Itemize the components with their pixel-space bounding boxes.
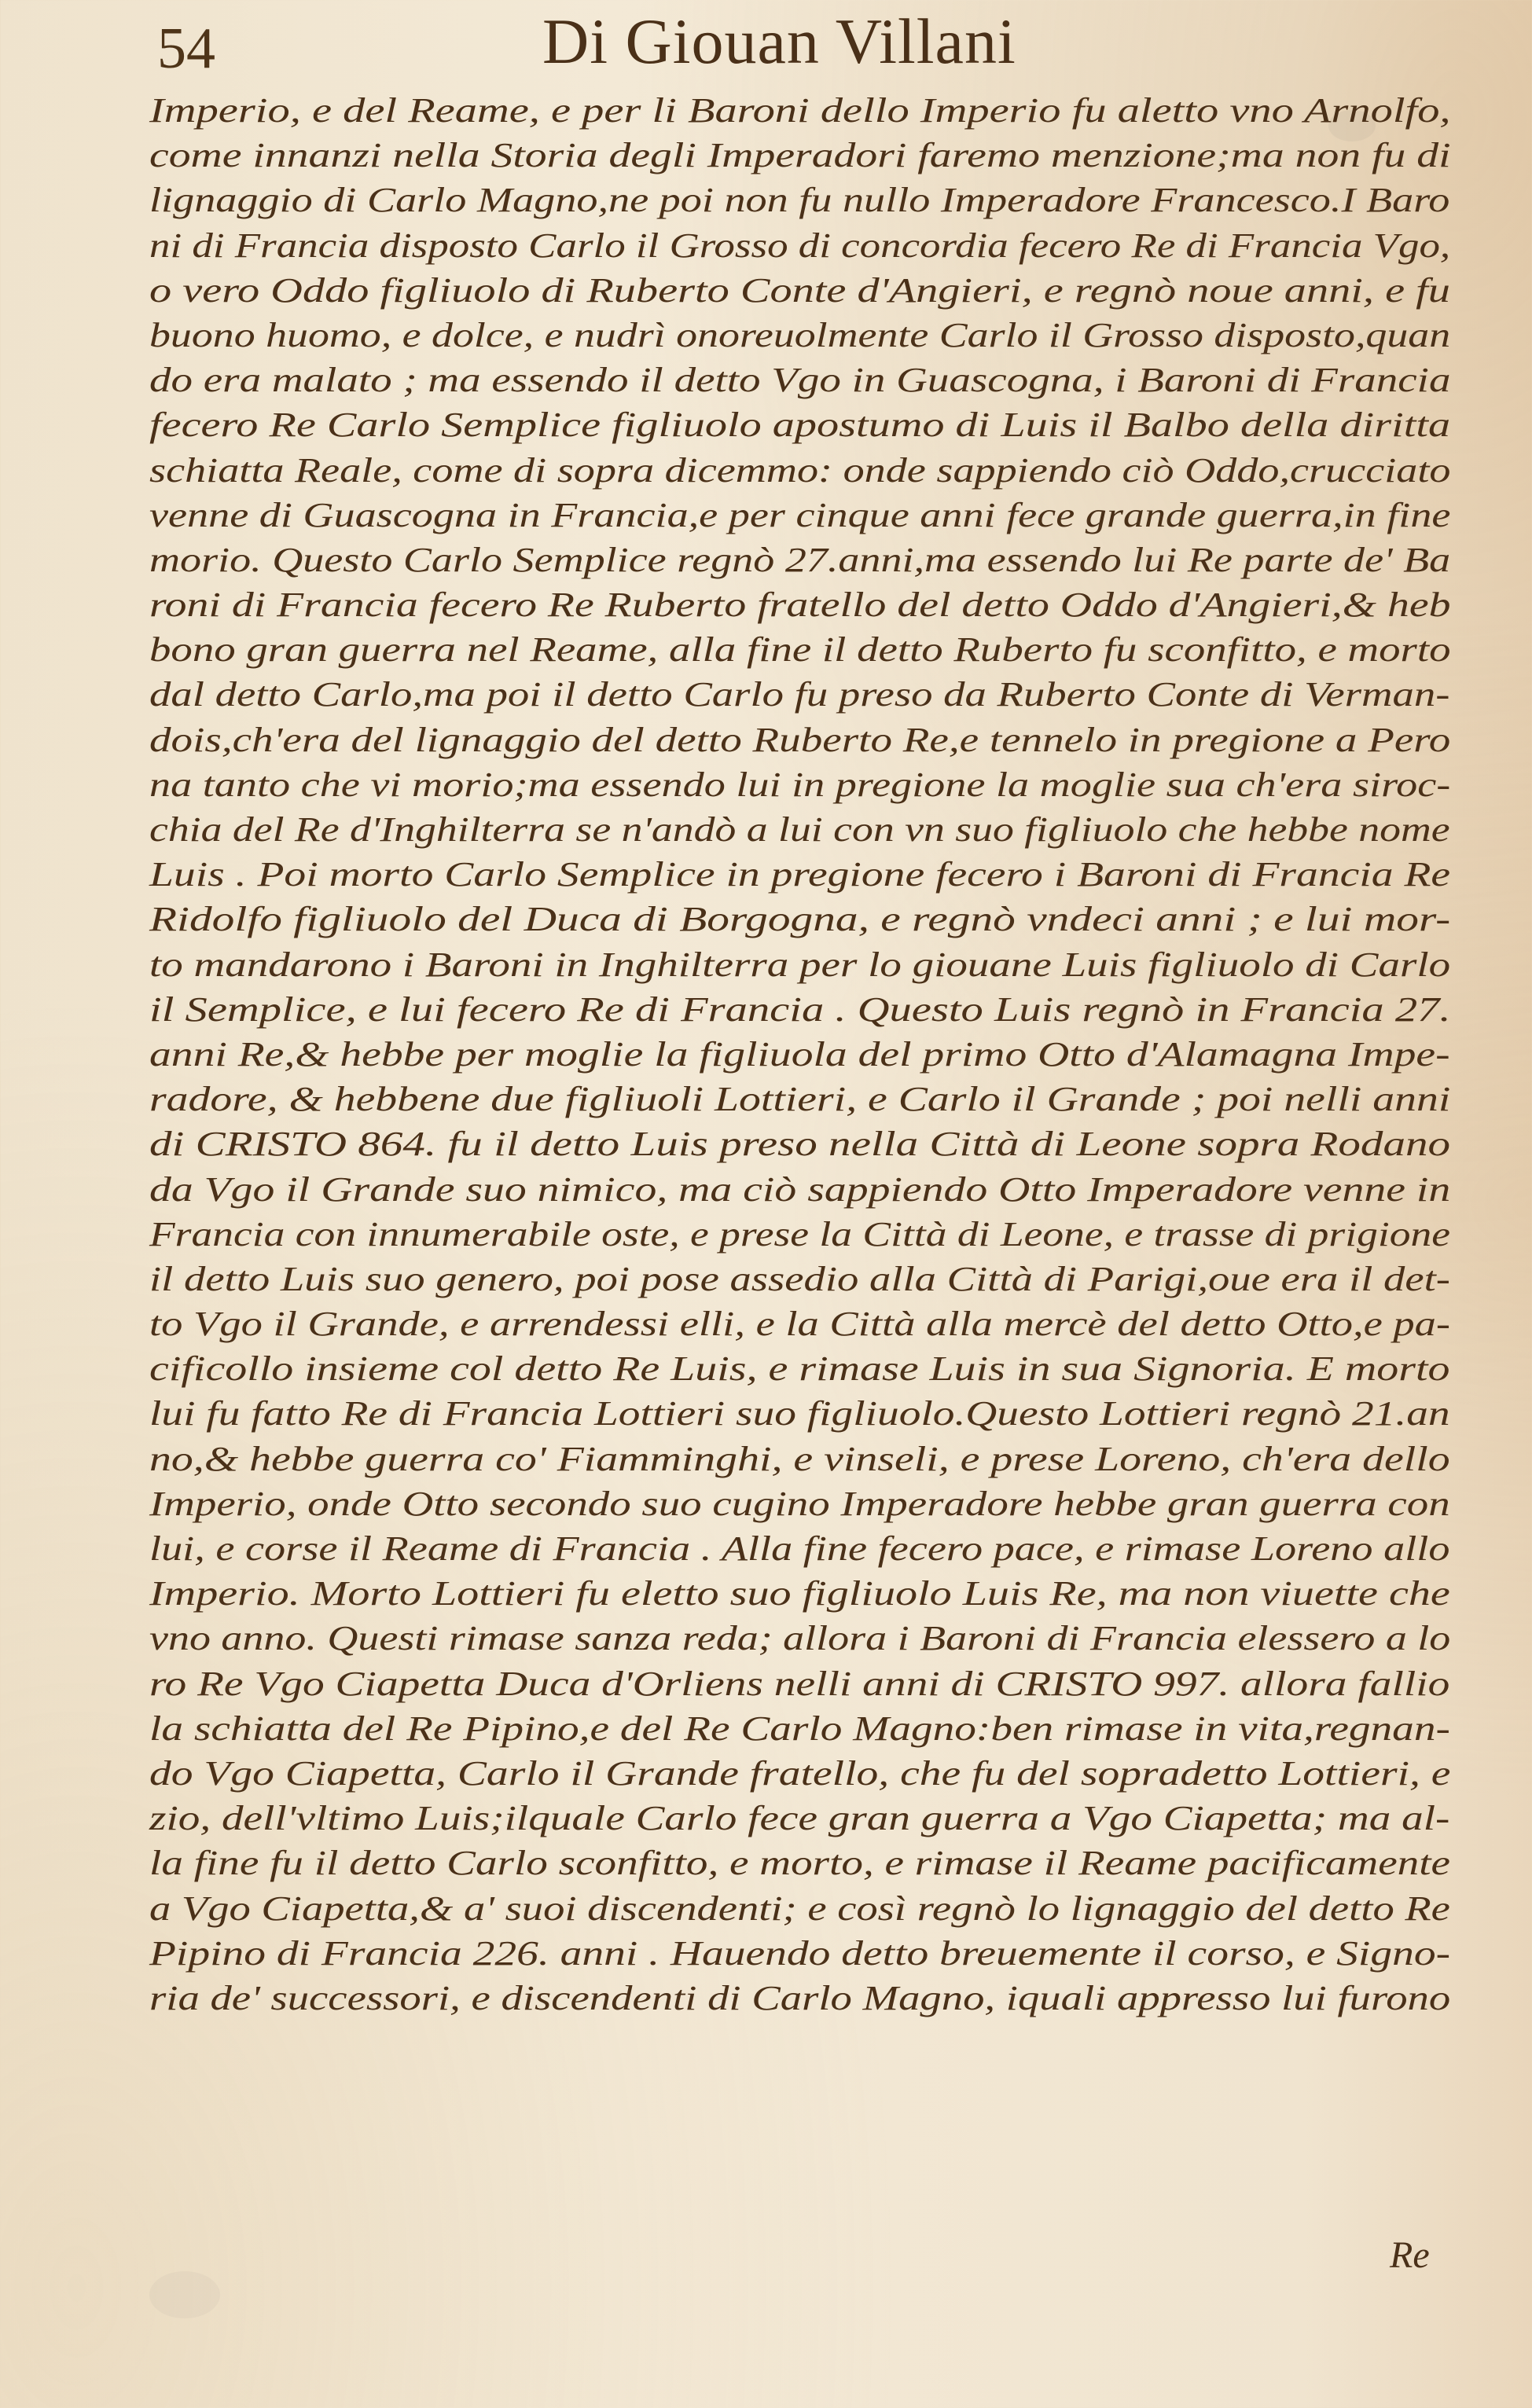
text-line: come innanzi nella Storia degli Imperadori faremo menzione;ma non fu di bbox=[149, 136, 1451, 175]
text-line: bono gran guerra nel Reame, alla fine il detto Ruberto fu sconfitto, e morto bbox=[149, 630, 1451, 670]
text-line: Imperio, e del Reame, e per li Baroni dello Imperio fu aletto vno Arnolfo, bbox=[149, 91, 1451, 130]
text-line: lignaggio di Carlo Magno,ne poi non fu nullo Imperadore Francesco.I Baro bbox=[149, 181, 1450, 220]
text-line: anni Re,& hebbe per moglie la figliuola del primo Otto d'Alamagna Impe- bbox=[149, 1034, 1450, 1074]
text-line: ni di Francia disposto Carlo il Grosso di concordia fecero Re di Francia Vgo, bbox=[149, 226, 1451, 265]
text-line: radore, & hebbene due figliuoli Lottieri, e Carlo il Grande ; poi nelli anni bbox=[149, 1080, 1451, 1119]
page-number: 54 bbox=[157, 17, 215, 81]
body-text-block bbox=[149, 88, 1450, 2201]
text-line: do Vgo Ciapetta, Carlo il Grande fratello, che fu del sopradetto Lottieri, e bbox=[149, 1753, 1451, 1793]
text-line: do era malato ; ma essendo il detto Vgo in Guascogna, i Baroni di Francia bbox=[149, 361, 1451, 400]
text-line: Francia con innumerabile oste, e prese la Città di Leone, e trasse di prigione bbox=[149, 1214, 1450, 1254]
text-line bbox=[149, 2156, 1450, 2201]
text-line: Pipino di Francia 226. anni . Hauendo detto breuemente il corso, e Signo- bbox=[149, 1933, 1451, 1973]
text-line: lui, e corse il Reame di Francia . Alla fine fecero pace, e rimase Loreno allo bbox=[149, 1529, 1450, 1568]
text-line: Luis . Poi morto Carlo Semplice in pregione fecero i Baroni di Francia Re bbox=[149, 855, 1451, 894]
text-line: Ridolfo figliuolo del Duca di Borgogna, e regnò vndeci anni ; e lui mor- bbox=[149, 900, 1451, 939]
text-line: cificollo insieme col detto Re Luis, e rimase Luis in sua Signoria. E morto bbox=[149, 1349, 1450, 1389]
catchword: Re bbox=[1390, 2234, 1430, 2276]
text-line bbox=[149, 2021, 1450, 2065]
text-line: venne di Guascogna in Francia,e per cinque anni fece grande guerra,in fine bbox=[149, 495, 1451, 534]
text-line: schiatta Reale, come di sopra dicemmo: onde sappiendo ciò Oddo,crucciato bbox=[149, 450, 1451, 490]
text-line: da Vgo il Grande suo nimico, ma ciò sappiendo Otto Imperadore venne in bbox=[149, 1169, 1451, 1209]
text-line: na tanto che vi morio;ma essendo lui in pregione la moglie sua ch'era siroc- bbox=[149, 765, 1451, 804]
text-line: no,& hebbe guerra co' Fiamminghi, e vinseli, e prese Loreno, ch'era dello bbox=[149, 1439, 1450, 1478]
text-line: Imperio, onde Otto secondo suo cugino Imperadore hebbe gran guerra con bbox=[149, 1484, 1450, 1523]
text-line: il detto Luis suo genero, poi pose assedio alla Città di Parigi,oue era il det- bbox=[149, 1259, 1450, 1298]
text-line: ro Re Vgo Ciapetta Duca d'Orliens nelli anni di CRISTO 997. allora fallio bbox=[149, 1664, 1450, 1703]
text-line: dal detto Carlo,ma poi il detto Carlo fu preso da Ruberto Conte di Verman- bbox=[149, 675, 1450, 714]
show-through-mark bbox=[149, 2271, 220, 2318]
text-line: o vero Oddo figliuolo di Ruberto Conte d'Angieri, e regnò noue anni, e fu bbox=[149, 270, 1450, 310]
text-line: Imperio. Morto Lottieri fu eletto suo figliuolo Luis Re, ma non viuette che bbox=[149, 1574, 1450, 1613]
text-line: fecero Re Carlo Semplice figliuolo apostumo di Luis il Balbo della diritta bbox=[149, 406, 1451, 445]
text-line: zio, dell'vltimo Luis;ilquale Carlo fece gran guerra a Vgo Ciapetta; ma al- bbox=[149, 1799, 1450, 1838]
text-line: buono huomo, e dolce, e nudrì onoreuolmente Carlo il Grosso disposto,quan bbox=[149, 315, 1451, 354]
text-line: ria de' successori, e discendenti di Carlo Magno, iquali appresso lui furono bbox=[149, 1978, 1451, 2017]
text-line: chia del Re d'Inghilterra se n'andò a lui con vn suo figliuolo che hebbe nome bbox=[149, 810, 1450, 849]
text-line: vno anno. Questi rimase sanza reda; allora i Baroni di Francia elessero a lo bbox=[149, 1619, 1451, 1658]
running-head-title: Di Giouan Villani bbox=[542, 6, 1016, 77]
text-line: to mandarono i Baroni in Inghilterra per lo giouane Luis figliuolo di Carlo bbox=[149, 945, 1451, 984]
text-line: la fine fu il detto Carlo sconfitto, e morto, e rimase il Reame pacificamente bbox=[149, 1844, 1451, 1883]
text-line: lui fu fatto Re di Francia Lottieri suo figliuolo.Questo Lottieri regnò 21.an bbox=[149, 1394, 1450, 1433]
text-line: to Vgo il Grande, e arrendessi elli, e la Città alla mercè del detto Otto,e pa- bbox=[149, 1305, 1451, 1344]
text-line bbox=[149, 2065, 1450, 2110]
text-line: il Semplice, e lui fecero Re di Francia . Questo Luis regnò in Francia 27. bbox=[149, 989, 1451, 1029]
text-line: a Vgo Ciapetta,& a' suoi discendenti; e così regnò lo lignaggio del detto Re bbox=[149, 1889, 1450, 1928]
text-line: dois,ch'era del lignaggio del detto Ruberto Re,e tennelo in pregione a Pero bbox=[149, 720, 1451, 759]
text-line: di CRISTO 864. fu il detto Luis preso nella Città di Leone sopra Rodano bbox=[149, 1125, 1451, 1164]
text-line: la schiatta del Re Pipino,e del Re Carlo Magno:ben rimase in vita,regnan- bbox=[149, 1709, 1450, 1748]
text-line: morio. Questo Carlo Semplice regnò 27.anni,ma essendo lui Re parte de' Ba bbox=[149, 540, 1451, 579]
text-line: roni di Francia fecero Re Ruberto fratello del detto Oddo d'Angieri,& heb bbox=[149, 585, 1451, 625]
text-line bbox=[149, 2110, 1450, 2155]
